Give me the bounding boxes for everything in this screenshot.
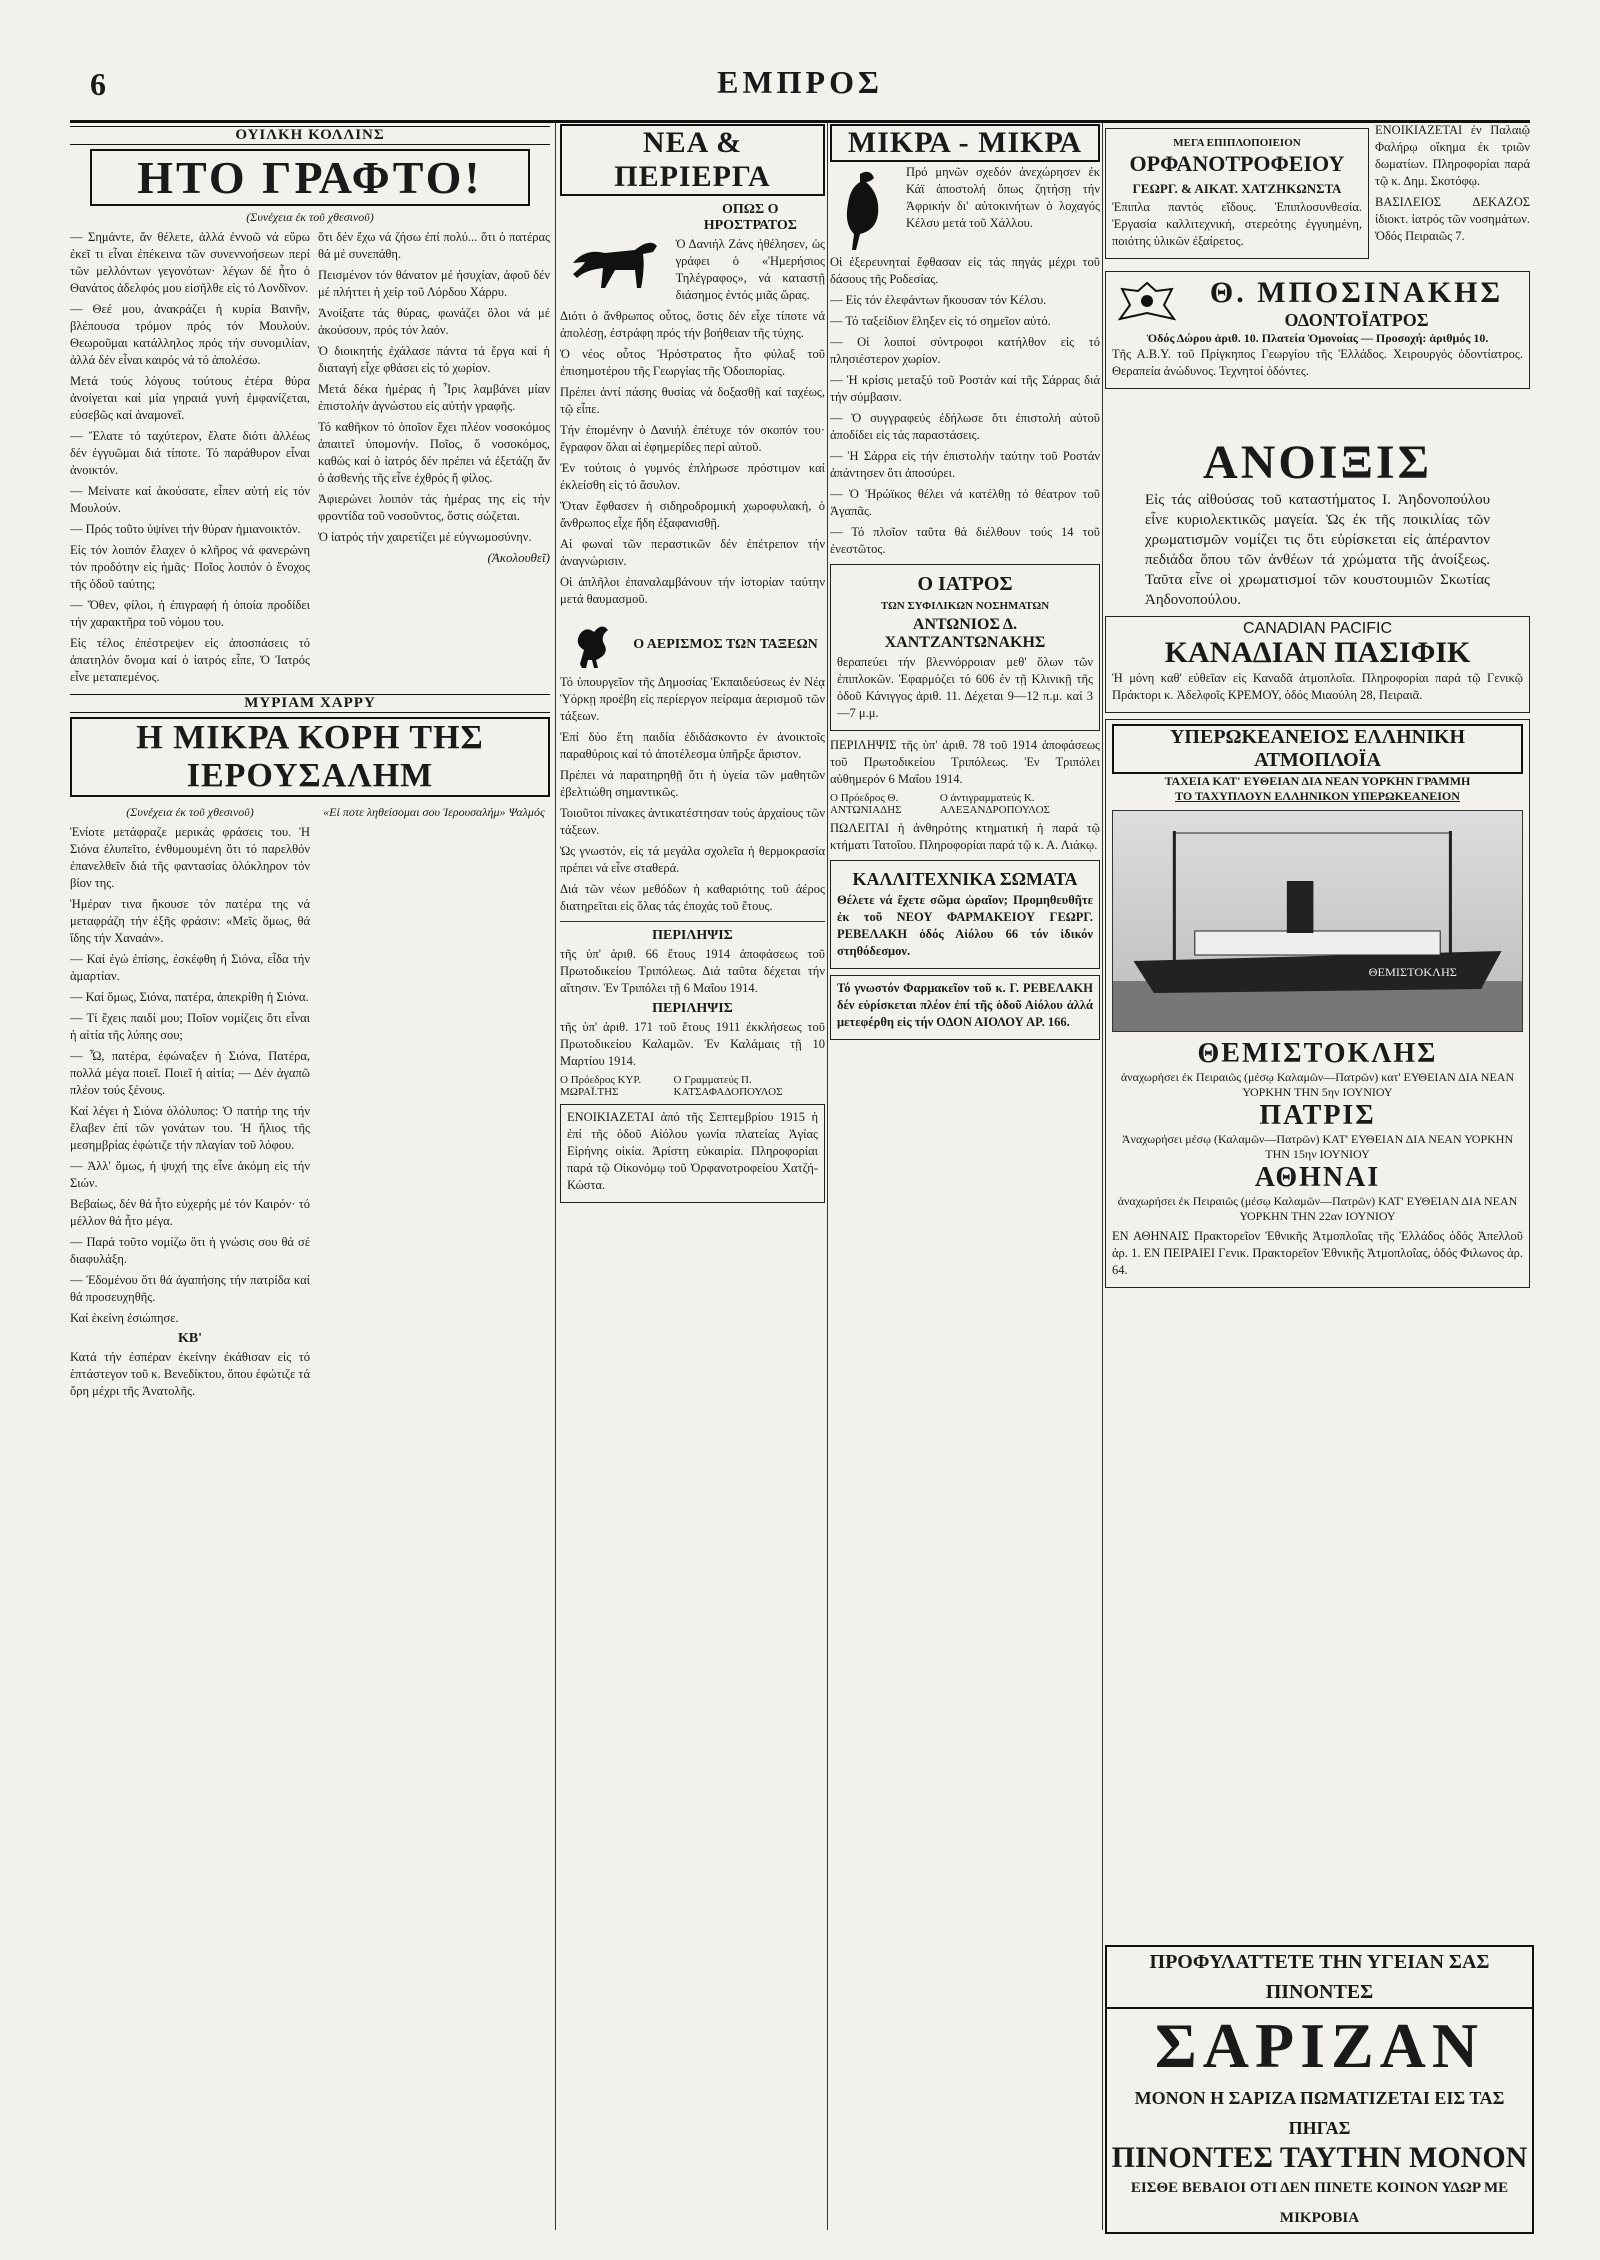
paragraph: — Τό πλοῖον ταῦτα θά διέλθουν τούς 14 τοῦ ἐνεστῶτος. (830, 525, 1100, 556)
ship-name: ΑΘΗΝΑΙ (1254, 1162, 1381, 1193)
paragraph: — Ἐδομένου ὅτι θά ἀγαπήσης τήν πατρίδα καί θά προσευχηθῆς. (70, 1273, 310, 1304)
paragraph: — Καί ὅμως, Σιόνα, πατέρα, ἀπεκρίθη ἡ Σιόνα. (70, 990, 309, 1004)
furniture-ad (1105, 128, 1369, 259)
greyhound-icon (565, 208, 665, 298)
continued-signoff: (Ἀκολουθεῖ) (487, 550, 550, 565)
ship-name: ΘΕΜΙΣΤΟΚΛΗΣ (1197, 1038, 1438, 1069)
newspaper-name: ΕΜΠΡΟΣ (717, 64, 883, 100)
part-mark: ΚΒ' (177, 1331, 203, 1346)
story-title: Ο ΑΕΡΙΣΜΟΣ ΤΩΝ ΤΑΞΕΩΝ (633, 637, 818, 652)
paragraph: — Σημάντε, ἄν θέλετε, ἀλλά ἐννοῶ νά εὕρω ἐκεῖ τι εἶναι ἐπέκεινα τῶν συνεννοήσεων περί τῶν μελλόντων γεγονότων· λέγων δέ ἦτο ὁ Θανάτος ἀδελφός μου εἰσῆλθε εἰς τό Λονδῖνον. (70, 230, 310, 295)
continued-note: (Συνέχεια έκ τοῦ χθεσινοῦ) (246, 210, 374, 224)
continued-note: (Συνέχεια έκ τοῦ χθεσινοῦ) (126, 805, 254, 819)
paragraph: Ὁ νέος οὗτος Ἡρόστρατος ἦτο φύλαξ τοῦ ἐπισημοτέρου τῆς Γεωργίας τῆς Ὀδοιπορίας. (560, 347, 825, 378)
ad-text: ΕΝΟΙΚΙΑΖΕΤΑΙ ἀπό τῆς Σεπτεμβρίου 1915 ἡ ἐπί τῆς ὁδοῦ Αἰόλου γωνία πλατείας Ἁγίας Εἰρήνης οἰκία. Ἀρίστη εὐκαιρία. Πληροφορίαι παρά τῷ Οἰκονόμῳ τοῦ Ὀρφανοτροφείου Χατζή-Κώστα. (567, 1110, 818, 1192)
page-number: 6 (90, 66, 106, 102)
paragraph: Εἰς τέλος ἐπέστρεψεν εἰς ἀποσπάσεις τό ἀπατηλόν ὄνομα καί ὁ ἰατρός εἶπε, Ὁ Ἰατρός εἶνε μεταπεμένος. (70, 636, 310, 684)
story-title: ΟΠΩΣ Ο ΗΡΟΣΤΡΑΤΟΣ (703, 202, 797, 233)
liner-sub2: ΤΟ ΤΑΧΥΠΛΟΥΝ ΕΛΛΗΝΙΚΟΝ ΥΠΕΡΩΚΕΑΝΕΙΟΝ (1175, 789, 1460, 803)
ship-departure: ἀναχωρήσει ἐκ Πειραιῶς (μέσῳ Καλαμῶν—Πατρῶν) ΚΑΤ' ΕΥΘΕΙΑΝ ΔΙΑ ΝΕΑΝ ΥΟΡΚΗΝ ΤΗΝ 22αν ΙΟΥΝΙΟΥ (1117, 1194, 1518, 1223)
masthead (70, 60, 1530, 123)
paragraph: Πρό μηνῶν σχεδόν ἀνεχώρησεν ἐκ Κάϊ ἀποστολή ὅπως ζητήσῃ τήν Ἀφρικήν δι' αὐτοκινήτων ὁ λοχαγός Κέλσυ μετά τοῦ Χάλλου. (906, 165, 1100, 230)
paragraph: — Ἔλατε τό ταχύτερον, ἔλατε διότι ἀλλέως δέν ἐγγυῶμαι διά τίποτε. Τό παράθυρον εἶναι ἀνοικτόν. (70, 429, 310, 477)
paragraph: Ἐνίοτε μετάφραζε μερικάς φράσεις του. Ἡ Σιόνα ἐλυπεῖτο, ἐνθυμουμένη ὅτι τό παρελθόν ἐπανελθεῖν διά τῆς φαντασίας ὁλόκληρον τόν βίον της. (70, 825, 310, 890)
epigraph: «Εἰ ποτε ληθείσομαι σου Ἱερουσαλήμ» Ψαλμός (323, 805, 545, 819)
sariza-line2: ΜΟΝΟΝ Η ΣΑΡΙΖΑ ΠΩΜΑΤΙΖΕΤΑΙ ΕΙΣ ΤΑΣ ΠΗΓΑΣ (1134, 2088, 1505, 2138)
paragraph: Διότι ὁ ἄνθρωπος οὗτος, ὅστις δέν εἶχε τίποτε νά ἀπολέσῃ, ἐστράφη πρός τήν βοήθειαν τῆς τύχης. (560, 309, 825, 340)
paragraph: Ἡμέραν τινα ἤκουσε τόν πατέρα της νά μεταφράζη τήν ἑξῆς φράσιν: «Μεῖς ὅμως, θά ἴδης τήν Χαναάν». (70, 897, 310, 945)
dog-illustration (560, 198, 670, 308)
opening-title: ΑΝΟΙΞΙΣ (1203, 436, 1432, 489)
serial-author: ΟΥΙΛΚΗ ΚΟΛΛΙΝΣ (70, 126, 550, 145)
paragraph: Εἰς τόν λοιπόν ἔλαχεν ὁ κλῆρος νά φανερώνη τόν προδότην εἰς ἡμᾶς· Ποῖος λοιπόν ὁ ἔνοχος τῆς ὁδοῦ ταύτης; (70, 543, 310, 591)
column-rule (827, 122, 828, 2230)
column-small-news (830, 122, 1100, 2230)
rent-notice: ΕΝΟΙΚΙΑΖΕΤΑΙ ἐν Παλαιῷ Φαλήρῳ οἴκημα ἐκ τριῶν δωματίων. Πληροφορίαι παρά τῷ κ. Δημ. Σκοτόφῳ. (1375, 123, 1530, 188)
paragraph: Πρέπει ἀντί πάσης θυσίας νά δοξασθῇ καί ταχέως, τῷ εἶπε. (560, 385, 825, 416)
sale-notice: ΠΩΛΕΙΤΑΙ ἡ ἀνθηρότης κτηματική ἡ παρά τῷ κτήματι Τατοΐου. Πληροφορίαι παρά τῷ κ. Α. Λιάκῳ. (830, 821, 1100, 852)
bird-icon (830, 164, 900, 254)
paragraph: Μετά τούς λόγους τούτους ἐτέρα θύρα ἀνοίγεται καί μία γηραιά γυνή ἐμφανίζεται, εὐσεβῶς καί ἀναμονεῖ. (70, 374, 310, 422)
paragraph: — Ὁ συγγραφεύς ἐδήλωσε ὅτι ἐπιστολή αὐτοῦ ἀποδίδει εἰς τάς παραστάσεις. (830, 411, 1100, 442)
paragraph: — Οἱ λοιποί σύντροφοι κατήλθον εἰς τό πλησιέστερον χωρίον. (830, 335, 1100, 366)
canadian-pacific-ad (1105, 616, 1530, 713)
ship-departure: Ἀναχωρήσει μέσῳ (Καλαμῶν—Πατρῶν) ΚΑΤ' ΕΥΘΕΙΑΝ ΔΙΑ ΝΕΑΝ ΥΟΡΚΗΝ ΤΗΝ 15ην ΙΟΥΝΙΟΥ (1121, 1132, 1514, 1161)
dentist-name: Θ. ΜΠΟΣΙΝΑΚΗΣ (1209, 276, 1504, 309)
serial-title: Η ΜΙΚΡΑ ΚΟΡΗ ΤΗΣ ΙΕΡΟΥΣΑΛΗΜ (70, 717, 550, 797)
sariza-line1: ΠΡΟΦΥΛΑΤΤΕΤΕ ΤΗΝ ΥΓΕΙΑΝ ΣΑΣ ΠΙΝΟΝΤΕΣ (1107, 1947, 1532, 2009)
ship-name: ΠΑΤΡΙΣ (1259, 1100, 1376, 1131)
rooster-icon (560, 614, 620, 674)
dentist-title: ΟΔΟΝΤΟΪΑΤΡΟΣ (1284, 310, 1429, 330)
paragraph: Ὁ ἰατρός τήν χαιρετίζει μέ εὐγνωμοσύνην. (318, 530, 532, 544)
paragraph: — Ὅθεν, φίλοι, ἡ ἐπιγραφή ἡ ὁποία προδίδει τήν χαρακτῆρα τοῦ νόμου του. (70, 598, 310, 629)
notice-signature: Ο ἀντιγραμματεύς Κ. ΑΛΕΞΑΝΔΡΟΠΟΥΛΟΣ (939, 792, 1050, 816)
dentist-address: Ὁδός Δώρου ἀριθ. 10. Πλατεία Ὁμονοίας — Προσοχή: ἀριθμός 10. (1146, 331, 1489, 345)
furniture-sub: ΓΕΩΡΓ. & ΑΙΚΑΤ. ΧΑΤΖΗΚΩΝΣΤΑ (1132, 181, 1342, 196)
paragraph: Ἐπί δύο ἔτη παιδία ἐδιδάσκοντο ἐν ἀνοικτοῖς παραθύροις καί τό ἀποτέλεσμα ὑπῆρξε ἄριστον. (560, 730, 825, 761)
paragraph: — Ἡ κρίσις μεταξύ τοῦ Ροστάν καί τῆς Σάρρας διά τήν σύμβασιν. (830, 373, 1100, 404)
sariza-line3: ΠΙΝΟΝΤΕΣ ΤΑΥΤΗΝ ΜΟΝΟΝ (1111, 2141, 1528, 2174)
crest-icon (1112, 279, 1182, 329)
notice-head: ΠΕΡΙΛΗΨΙΣ (652, 928, 733, 943)
paragraph: — Τό ταξείδιον ἔληξεν εἰς τό σημεῖον αὐτό. (830, 314, 1051, 328)
notice-signature: Ο Γραμματεύς Π. ΚΑΤΣΑΦΑΔΟΠΟΥΛΟΣ (673, 1074, 783, 1098)
doctor-name: ΑΝΤΩΝΙΟΣ Δ. ΧΑΝΤΖΑΝΤΩΝΑΚΗΣ (884, 616, 1046, 651)
ship-departure: ἀναχωρήσει ἐκ Πειραιῶς (μέσῳ Καλαμῶν—Πατρῶν) κατ' ΕΥΘΕΙΑΝ ΔΙΑ ΝΕΑΝ ΥΟΡΚΗΝ ΤΗΝ 5ην ΙΟΥΝΙΟΥ (1120, 1070, 1515, 1099)
steamship-icon (1113, 811, 1522, 1031)
cp-latin: CANADIAN PACIFIC (1242, 620, 1393, 637)
paragraph: — Παρά τοῦτο νομίζω ὅτι ἡ γνώσις σου θά σέ διαφυλάξη. (70, 1235, 310, 1266)
serial-author: ΜΥΡΙΑΜ ΧΑΡΡΥ (70, 694, 550, 713)
paragraph: Καί ἐκείνη ἐσιώπησε. (70, 1311, 179, 1325)
serial-title: ΗΤΟ ΓΡΑΦΤΟ! (90, 149, 530, 206)
paragraph: Ἐν τούτοις ὁ γυμνός ἐπλήρωσε πρόστιμον καί ἐκλείσθη εἰς τό ἄσυλον. (560, 461, 825, 492)
section-header: ΜΙΚΡΑ - ΜΙΚΡΑ (830, 124, 1100, 162)
furniture-text: Ἐπιπλα παντός εἴδους. Ἐπιπλοσυνθεσία. Ἐργασία καλλιτεχνική, στερεότης ἐγγυημένη, ποιότης ὑλικῶν ἐξαίρετος. (1112, 200, 1362, 248)
art-body-ad (830, 860, 1100, 969)
notice-text: τῆς ὑπ' ἀριθ. 66 ἔτους 1914 ἀποφάσεως τοῦ Πρωτοδικείου Τριπόλεως. Διά ταῦτα δέχεται τήν αἴτησιν. Ἐν Τριπόλει τῇ 6 Μαΐου 1914. (560, 947, 825, 995)
paragraph: Πεισμένον τόν θάνατον μέ ἡσυχίαν, ἀφοῦ δέν μέ πλήττει ἡ χείρ τοῦ Λόρδου Χάρρυ. (318, 268, 550, 299)
paragraph: Τοιοῦτοι πίνακες ἀντικατέστησαν τούς ἀρχαίους τῶν τάξεων. (560, 806, 825, 837)
column-advertisements (1105, 122, 1530, 2230)
paragraph: Πρέπει νά παρατηρηθῇ ὅτι ἡ ὑγεία τῶν μαθητῶν ἐβελτιώθη σημαντικῶς. (560, 768, 825, 799)
pharmacy-ad (830, 975, 1100, 1040)
paragraph: Ὁ Δανιήλ Ζάνς ἠθέλησεν, ὡς γράφει ὁ «Ἠμερήσιος Τηλέγραφος», νά καταστῇ διάσημος ἐντός μιᾶς ὥρας. (675, 237, 825, 302)
notice-text: τῆς ὑπ' ἀριθ. 171 τοῦ ἔτους 1911 ἐκκλήσεως τοῦ Πρωτοδικείου Καλαμῶν. Ἐν Καλάμαις τῇ 10 Μαρτίου 1914. (560, 1020, 825, 1068)
paragraph: Καί λέγει ἡ Σιόνα ὁλόλυπος: Ὁ πατήρ της τήν ἔλαβεν ἐπί τῶν γονάτων του. Ἡ ἥλιος τῆς μεσημβρίας ἐφώτιζε τήν πλαγίαν τοῦ λόφου. (70, 1104, 310, 1152)
dentist-ad (1105, 271, 1530, 389)
paragraph: ὅτι δέν ἔχω νά ζήσω ἐπί πολύ... ὅτι ὁ πατέρας θά μέ συνεπάθη. (318, 230, 550, 261)
sariza-ad (1105, 1945, 1534, 2234)
sariza-brand: ΣΑΡΙΖΑΝ (1154, 2010, 1485, 2081)
art-body-head: ΚΑΛΛΙΤΕΧΝΙΚΑ ΣΩΜΑΤΑ (852, 869, 1078, 889)
paragraph: — Ἡ Σάρρα εἰς τήν ἐπιστολήν ταύτην τοῦ Ροστάν ἀπάντησεν ὅτι ἀποσύρει. (830, 449, 1100, 480)
pharmacy-text: Τό γνωστόν Φαρμακεῖον τοῦ κ. Γ. ΡΕΒΕΛΑΚΗ δέν εὑρίσκεται πλέον ἐπί τῆς ὁδοῦ Αἰόλου ἀλλά μετεφέρθη εἰς τήν ΟΔΟΝ ΑΙΟΛΟΥ ΑΡ. 166. (837, 981, 1093, 1029)
cp-text: Ἡ μόνη καθ' εὐθεῖαν εἰς Καναδᾶ ἀτμοπλοΐα. Πληροφορίαι παρά τῷ Γενικῷ Πράκτορι κ. Ἀδελφοῖς ΚΡΕΜΟΥ, ὁδός Μιαούλη 28, Πειραιᾶ. (1112, 671, 1523, 702)
paragraph: Αἱ φωναί τῶν περαστικῶν δέν ἐπέτρεπον τήν ἀναγνώρισιν. (560, 537, 825, 568)
paragraph: — Καί ἐγώ ἐπίσης, ἐσκέφθη ἡ Σιόνα, εἶδα τήν ἁμαρτίαν. (70, 952, 310, 983)
paragraph: Τό καθῆκον τό ὁποῖον ἔχει πλέον νοσοκόμος ἀπαιτεῖ ὑπομονήν. Ποῖος, ὅ νοσοκόμος, καθώς καί ὁ ἰατρός δέν πρέπει νά ἐξετάζη ἄν ὁ ἀσθενής τῆς εἶνε ἐχθρός ἤ φίλος. (318, 420, 550, 485)
paragraph: — Εἰς τόν ἐλεφάντων ἤκουσαν τόν Κέλσυ. (830, 293, 1047, 307)
paragraph: Ὅταν ἔφθασεν ἡ σιδηροδρομική χωροφυλακή, ὁ ἄνθρωπος εἶχε ἤδη ἐξαφανισθῇ. (560, 499, 825, 530)
paragraph: — Τί ἔχεις παιδί μου; Ποῖον νομίζεις ὅτι εἶναι ἡ αἰτία τῆς λύπης σου; (70, 1011, 310, 1042)
spacer (1105, 395, 1530, 435)
paragraph: Μετά δέκα ἡμέρας ἡ Ἶρις λαμβάνει μίαν ἐπιστολήν ἀγνώστου εἰς αὐτήν γραφῆς. (318, 382, 550, 413)
doctor-ad (830, 564, 1100, 731)
doctor-text: θεραπεύει τήν βλεννόρροιαν μεθ' ὅλων τῶν ἐπιπλοκῶν. Ἐφαρμόζει τό 606 ἐν τῇ Κλινικῇ τῆς ὁδοῦ Κάνιγγος ἀριθ. 11. Δέχεται 9—12 π.μ. καί 3—7 μ.μ. (837, 655, 1093, 720)
paragraph: Τό ὑπουργεῖον τῆς Δημοσίας Ἐκπαιδεύσεως ἐν Νέᾳ Ὑόρκῃ προέβη εἰς περίεργον πείραμα ἀερισμοῦ τῶν τάξεων. (560, 675, 825, 723)
paragraph: Οἱ ἐξερευνηταί ἔφθασαν εἰς τάς πηγάς μέχρι τοῦ δάσους τῆς Ροδεσίας. (830, 255, 1100, 286)
column-news (560, 122, 825, 2230)
furniture-kicker: ΜΕΓΑ ΕΠΙΠΛΟΠΟΙΕΙΟΝ (1173, 137, 1301, 149)
liner-head: ΥΠΕΡΩΚΕΑΝΕΙΟΣ ΕΛΛΗΝΙΚΗ ΑΤΜΟΠΛΟΪΑ (1112, 724, 1523, 774)
ship-name-label: ΘΕΜΙΣΤΟΚΛΗΣ (1368, 965, 1457, 979)
paragraph: Ὡς γνωστόν, εἰς τά μεγάλα σχολεῖα ἡ θερμοκρασία πρέπει νά εἶνε σταθερά. (560, 844, 825, 875)
opening-text: Εἰς τάς αἰθούσας τοῦ καταστήματος Ι. Ἀηδονοπούλου εἶνε κυριολεκτικῶς μαγεία. Ὡς ἐκ τῆς ποικιλίας τῶν χρωματισμῶν νομίζει τις ὅτι εὑρίσκεται εἰς ἀπέραντον πεδιάδα ὅπου τῶν ἀνθέων τά χρώματα τῆς ἀνοίξεως. Ταῦτα εἶνε οἱ χρωματισμοί τῶν κουστουμιῶν Σκωτίας Ἀηδονοπούλου. (1145, 492, 1490, 608)
notice-signature: Ο Πρόεδρος ΚΥΡ. ΜΩΡΑΪ.ΤΗΣ (560, 1074, 642, 1098)
paragraph: Ἀφιερώνει λοιπόν τάς ἡμέρας της εἰς τήν φροντίδα τοῦ νοσοῦντος, ὅστις σώζεται. (318, 492, 550, 523)
ship-illustration (1112, 810, 1523, 1032)
paragraph: Ἀνοίξατε τάς θύρας, φωνάζει ὅλοι νά μέ ἀκούσουν, πρός τόν λαόν. (318, 306, 550, 337)
rent-ad (560, 1104, 825, 1203)
dentist-text: Τῆς Α.Β.Υ. τοῦ Πρίγκηπος Γεωργίου τῆς Ἑλλάδος. Χειρουργός ὀδοντίατρος. Θεραπεία ἀνώδυνος. Τεχνητοί ὀδόντες. (1112, 347, 1523, 378)
notice-head: ΠΕΡΙΛΗΨΙΣ (652, 1001, 733, 1016)
paragraph: — Ὦ, πατέρα, ἐφώναξεν ἡ Σιόνα, Πατέρα, πολλά μέγα ποιεῖ. Ποιεῖ ἡ αἰτία; — Δέν ἀγαπῶ πλέον τούς ξένους. (70, 1049, 310, 1097)
agents-text: ΕΝ ΑΘΗΝΑΙΣ Πρακτορεῖον Ἐθνικῆς Ἀτμοπλοΐας τῆς Ἑλλάδος ὁδός Ἀπελλοῦ ἀρ. 1. ΕΝ ΠΕΙΡΑΙΕΙ Γενικ. Πρακτορεῖον Ἐθνικῆς Ἀτμοπλοΐας, ὁδός Φιλωνος ἀρ. 64. (1112, 1229, 1523, 1277)
paragraph: — Θεέ μου, ἀνακράζει ἡ κυρία Βαινῆν, βλέπουσα τρόμον πρός τόν Μουλούν. Θεωροῦμαι κατάλληλος πρός τήν συνομιλίαν, ἀλλά δέν εἶναι καιρός νά τό ἀπολέσω. (70, 302, 310, 367)
divider (560, 921, 825, 922)
paragraph: Διά τῶν νέων μεθόδων ἡ καθαριότης τοῦ ἀέρος διατηρεῖται εἰς ὅλας τάς ἐποχάς τοῦ ἔτους. (560, 882, 825, 913)
paragraph: — Πρός τοῦτο ὑψίνει τήν θύραν ἡμιανοικτόν. (70, 522, 301, 536)
column-rule (555, 122, 556, 2230)
paragraph: — Μείνατε καί ἀκούσατε, εἶπεν αὐτή εἰς τόν Μουλούν. (70, 484, 310, 515)
cp-greek: ΚΑΝΑΔΙΑΝ ΠΑΣΙΦΙΚ (1164, 636, 1471, 669)
paragraph: Τήν ἐπομένην ὁ Δανιήλ ἐπέτυχε τόν σκοπόν του· ἔγραφον ὅλαι αἱ ἐφημερίδες περί αὐτοῦ. (560, 423, 825, 454)
column-rule (1102, 122, 1103, 2230)
doctor-head: Ο ΙΑΤΡΟΣ (917, 573, 1013, 595)
doctor-notice: ΒΑΣΙΛΕΙΟΣ ΔΕΚΑΖΟΣ ἰδιοκτ. ἰατρός τῶν νοσημάτων. Ὁδός Πειραιῶς 7. (1375, 195, 1530, 243)
paragraph: Κατά τήν ἐσπέραν ἐκείνην ἐκάθισαν εἰς τό ἑπτάστεγον τοῦ κ. Βενεδίκτου, ὅπου ἐφώτιζε τά ὄρη μέχρι τῆς Ἀνατολῆς. (70, 1350, 310, 1398)
doctor-sub: ΤΩΝ ΣΥΦΙΛΙΚΩΝ ΝΟΣΗΜΑΤΩΝ (880, 600, 1050, 612)
paragraph: — Ἀλλ' ὅμως, ἡ ψυχή της εἶνε ἀκόμη εἰς τήν Σιών. (70, 1159, 310, 1190)
section-header: ΝΕΑ & ΠΕΡΙΕΡΓΑ (560, 124, 825, 196)
liner-sub: ΤΑΧΕΙΑ ΚΑΤ' ΕΥΘΕΙΑΝ ΔΙΑ ΝΕΑΝ ΥΟΡΚΗΝ ΓΡΑΜΜΗ (1164, 774, 1471, 788)
sariza-line4: ΕΙΣΘΕ ΒΕΒΑΙΟΙ ΟΤΙ ΔΕΝ ΠΙΝΕΤΕ ΚΟΙΝΟΝ ΥΔΩΡ ΜΕ ΜΙΚΡΟΒΙΑ (1130, 2180, 1509, 2226)
paragraph: — Ὁ Ἡρώϊκος θέλει νά κατέλθῃ τό θέατρον τοῦ Ἀγαπᾶς. (830, 487, 1100, 518)
art-body-text: Θέλετε νά ἔχετε σῶμα ὡραῖον; Προμηθευθῆτε ἐκ τοῦ ΝΕΟΥ ΦΑΡΜΑΚΕΙΟΥ ΓΕΩΡΓ. ΡΕΒΕΛΑΚΗ ὁδός Αἰόλου 66 τόν ἰδικόν στηθόδεσμον. (837, 893, 1093, 958)
notice-signature: Ο Πρόεδρος Θ. ΑΝΤΩΝΙΑΔΗΣ (830, 792, 902, 816)
column-serial-stories (70, 122, 550, 2230)
paragraph: Βεβαίως, δέν θά ἦτο εὐχερής μέ τόν Καιρόν· τό μέλλον θά ἦτο μέγα. (70, 1197, 310, 1228)
paragraph: Ὁ διοικητής ἐχάλασε πάντα τά ἔργα καί ἡ διαταγή εἶχε φθάσει εἰς τό χωρίον. (318, 344, 550, 375)
paragraph: Οἱ ἀπλῆλοι ἐπαναλαμβάνουν τήν ἱστορίαν ταύτην μετά θαυμασμοῦ. (560, 575, 825, 606)
furniture-title: ΟΡΦΑΝΟΤΡΟΦΕΙΟΥ (1129, 151, 1345, 176)
notice-text: ΠΕΡΙΛΗΨΙΣ τῆς ὑπ' ἀριθ. 78 τοῦ 1914 ἀποφάσεως τοῦ Πρωτοδικείου Τριπόλεως. Ἐν Τριπόλει αὐθημερόν 6 Μαΐου 1914. (830, 738, 1100, 786)
liner-ad (1105, 719, 1530, 1288)
